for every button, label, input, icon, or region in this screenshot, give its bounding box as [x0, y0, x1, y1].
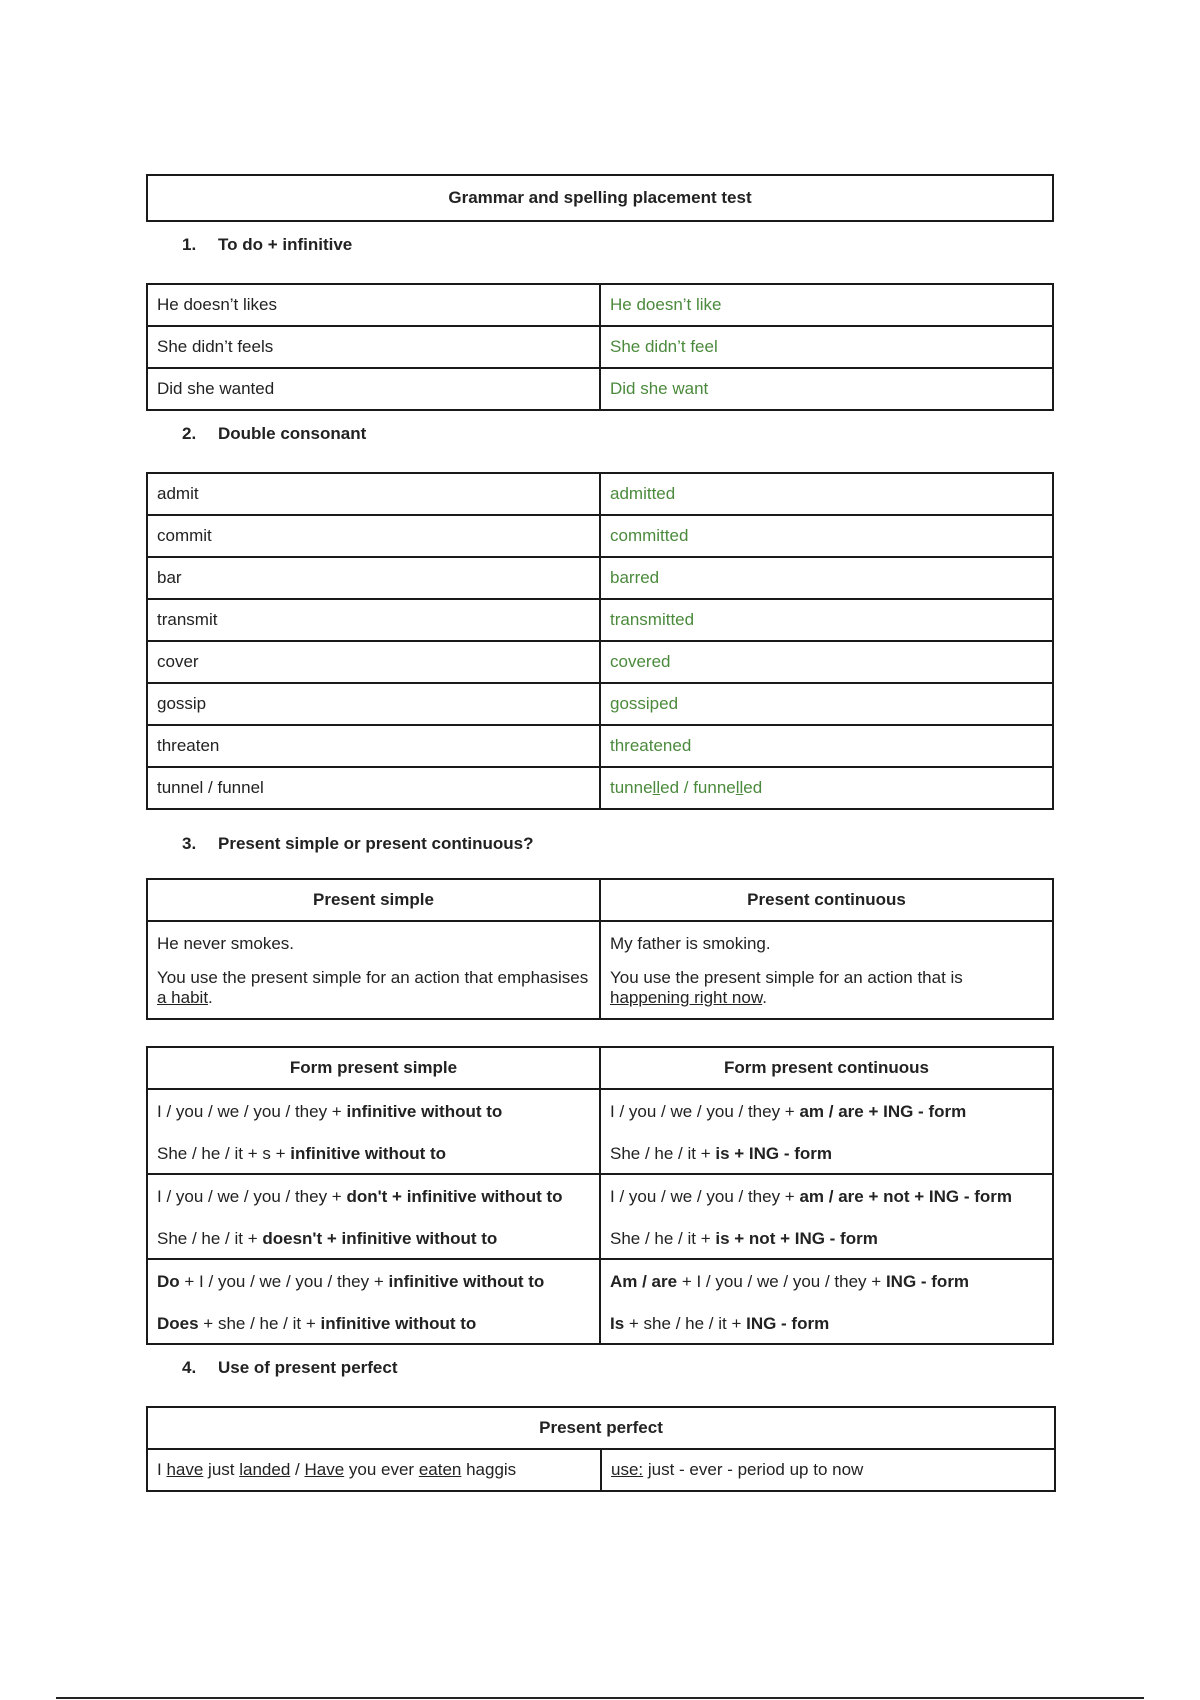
rule-text: I / you / we / you / they + [610, 1187, 800, 1206]
spelled-answer: threatened [600, 725, 1053, 767]
form-rule [610, 1187, 1043, 1207]
rule-text: + I / you / we / you / they + [677, 1272, 886, 1291]
example-underlined: Have [304, 1460, 345, 1479]
rule-text: She / he / it + [610, 1229, 716, 1248]
table-row [147, 1449, 1055, 1491]
usage-emphasis: a habit [157, 988, 209, 1007]
present-perfect-header: Present perfect [147, 1407, 1055, 1449]
section-title: Present simple or present continuous? [218, 834, 534, 853]
section-number: 1. [182, 235, 197, 254]
table-row [147, 515, 1053, 557]
section-3-heading [182, 834, 1054, 882]
table-row [147, 641, 1053, 683]
example-underlined: eaten [418, 1460, 462, 1479]
form-cell [600, 1174, 1053, 1259]
example-sentence: He never smokes. [157, 934, 294, 953]
incorrect-sentence: He doesn’t likes [147, 284, 600, 326]
example-part: you ever [344, 1460, 419, 1479]
form-cell [600, 1089, 1053, 1174]
base-word: cover [147, 641, 600, 683]
section-number: 2. [182, 424, 197, 443]
example-sentence: My father is smoking. [610, 934, 771, 953]
rule-text: I / you / we / you / they + [157, 1102, 347, 1121]
table-row [147, 557, 1053, 599]
rule-bold: infinitive without to [320, 1314, 477, 1333]
form-rule [610, 1314, 1043, 1334]
rule-bold: ING - form [746, 1314, 830, 1333]
rule-bold: Does [157, 1314, 199, 1333]
page-bottom-rule [56, 1697, 1144, 1699]
spelled-answer: barred [600, 557, 1053, 599]
present-continuous-header: Present continuous [600, 879, 1053, 921]
answer-part: ed [743, 778, 763, 797]
form-cell [147, 1174, 600, 1259]
usage-emphasis: happening right now [610, 988, 763, 1007]
form-cell [600, 1259, 1053, 1344]
form-cell [147, 1259, 600, 1344]
usage-end: . [208, 988, 213, 1007]
rule-bold: infinitive without to [346, 1102, 503, 1121]
rule-bold: am / are + not + ING - form [799, 1187, 1013, 1206]
rule-bold: infinitive without to [388, 1272, 545, 1291]
table-header-row [147, 1407, 1055, 1449]
affirmative-row [147, 1089, 1053, 1174]
base-word: transmit [147, 599, 600, 641]
spelled-answer: covered [600, 641, 1053, 683]
form-rule [610, 1229, 1043, 1249]
base-word: bar [147, 557, 600, 599]
form-present-continuous-header: Form present continuous [600, 1047, 1053, 1089]
spelled-answer: committed [600, 515, 1053, 557]
form-rule [157, 1229, 590, 1249]
example-part: / [290, 1460, 305, 1479]
rule-text: + I / you / we / you / they + [179, 1272, 389, 1291]
use-label: use: [611, 1460, 644, 1479]
spelled-answer: admitted [600, 473, 1053, 515]
table-row [147, 326, 1053, 368]
rule-text: + she / he / it + [198, 1314, 321, 1333]
example-part: just [203, 1460, 240, 1479]
present-simple-header: Present simple [147, 879, 600, 921]
form-rule [610, 1272, 1043, 1292]
rule-bold: doesn't + infinitive without to [262, 1229, 498, 1248]
double-consonant-table [146, 472, 1054, 810]
use-text: just - ever - period up to now [643, 1460, 864, 1479]
rule-bold: don't + infinitive without to [346, 1187, 563, 1206]
incorrect-sentence: She didn’t feels [147, 326, 600, 368]
rule-bold: infinitive without to [290, 1144, 447, 1163]
form-rule [610, 1102, 1043, 1122]
example-underlined: landed [239, 1460, 291, 1479]
present-perfect-example [147, 1449, 601, 1491]
usage-note [157, 968, 590, 1008]
form-rule [157, 1144, 590, 1164]
section-title: Use of present perfect [218, 1358, 398, 1377]
form-cell [147, 1089, 600, 1174]
example-part: I [157, 1460, 167, 1479]
rule-text: She / he / it + [157, 1229, 263, 1248]
rule-bold: Is [610, 1314, 625, 1333]
rule-text: I / you / we / you / they + [157, 1187, 347, 1206]
present-perfect-use [601, 1449, 1055, 1491]
rule-bold: Am / are [610, 1272, 678, 1291]
table-row [147, 921, 1053, 1019]
section-2-heading [182, 424, 1054, 472]
rule-text: + she / he / it + [624, 1314, 747, 1333]
usage-end: . [762, 988, 767, 1007]
base-word: commit [147, 515, 600, 557]
corrected-sentence: Did she want [600, 368, 1053, 410]
table-row [147, 683, 1053, 725]
usage-note [610, 968, 1043, 1008]
doubled-letters: ll [652, 778, 661, 797]
rule-text: She / he / it + s + [157, 1144, 291, 1163]
form-table [146, 1046, 1054, 1345]
rule-bold: is + ING - form [715, 1144, 833, 1163]
document-page [146, 174, 1054, 1492]
table-row [147, 599, 1053, 641]
question-row [147, 1259, 1053, 1344]
present-perfect-table [146, 1406, 1056, 1492]
rule-bold: is + not + ING - form [715, 1229, 878, 1248]
base-word: threaten [147, 725, 600, 767]
table-header-row [147, 1047, 1053, 1089]
form-rule [157, 1272, 590, 1292]
spelled-answer [600, 767, 1053, 809]
rule-text: I / you / we / you / they + [610, 1102, 800, 1121]
table-row [147, 284, 1053, 326]
form-rule [157, 1314, 590, 1334]
base-word: gossip [147, 683, 600, 725]
rule-text: She / he / it + [610, 1144, 716, 1163]
form-rule [157, 1102, 590, 1122]
usage-text: You use the present simple for an action that emphasises [157, 968, 589, 987]
section-title: To do + infinitive [218, 235, 353, 254]
answer-part: ed / funne [660, 778, 736, 797]
title-box [146, 174, 1054, 222]
table-row [147, 368, 1053, 410]
rule-bold: am / are + ING - form [799, 1102, 967, 1121]
section-title: Double consonant [218, 424, 367, 443]
spelled-answer: transmitted [600, 599, 1053, 641]
spelled-answer: gossiped [600, 683, 1053, 725]
base-word: admit [147, 473, 600, 515]
section-number: 4. [182, 1358, 197, 1377]
doubled-letters: ll [735, 778, 744, 797]
example-part: haggis [461, 1460, 517, 1479]
incorrect-sentence: Did she wanted [147, 368, 600, 410]
corrected-sentence: He doesn’t like [600, 284, 1053, 326]
document-title: Grammar and spelling placement test [147, 175, 1053, 221]
form-rule [610, 1144, 1043, 1164]
section-4-heading [182, 1358, 1054, 1406]
section-1-heading [182, 235, 1054, 283]
corrected-sentence: She didn’t feel [600, 326, 1053, 368]
present-simple-explanation [147, 921, 600, 1019]
usage-table [146, 878, 1054, 1020]
form-present-simple-header: Form present simple [147, 1047, 600, 1089]
table-row [147, 725, 1053, 767]
answer-part: tunne [610, 778, 653, 797]
infinitive-table [146, 283, 1054, 411]
section-number: 3. [182, 834, 197, 853]
base-word: tunnel / funnel [147, 767, 600, 809]
spacer [146, 1020, 1054, 1046]
negative-row [147, 1174, 1053, 1259]
table-row [147, 473, 1053, 515]
table-header-row [147, 879, 1053, 921]
rule-bold: Do [157, 1272, 180, 1291]
usage-text: You use the present simple for an action that is [610, 968, 963, 987]
present-continuous-explanation [600, 921, 1053, 1019]
table-row [147, 767, 1053, 809]
example-underlined: have [166, 1460, 204, 1479]
form-rule [157, 1187, 590, 1207]
rule-bold: ING - form [885, 1272, 970, 1291]
